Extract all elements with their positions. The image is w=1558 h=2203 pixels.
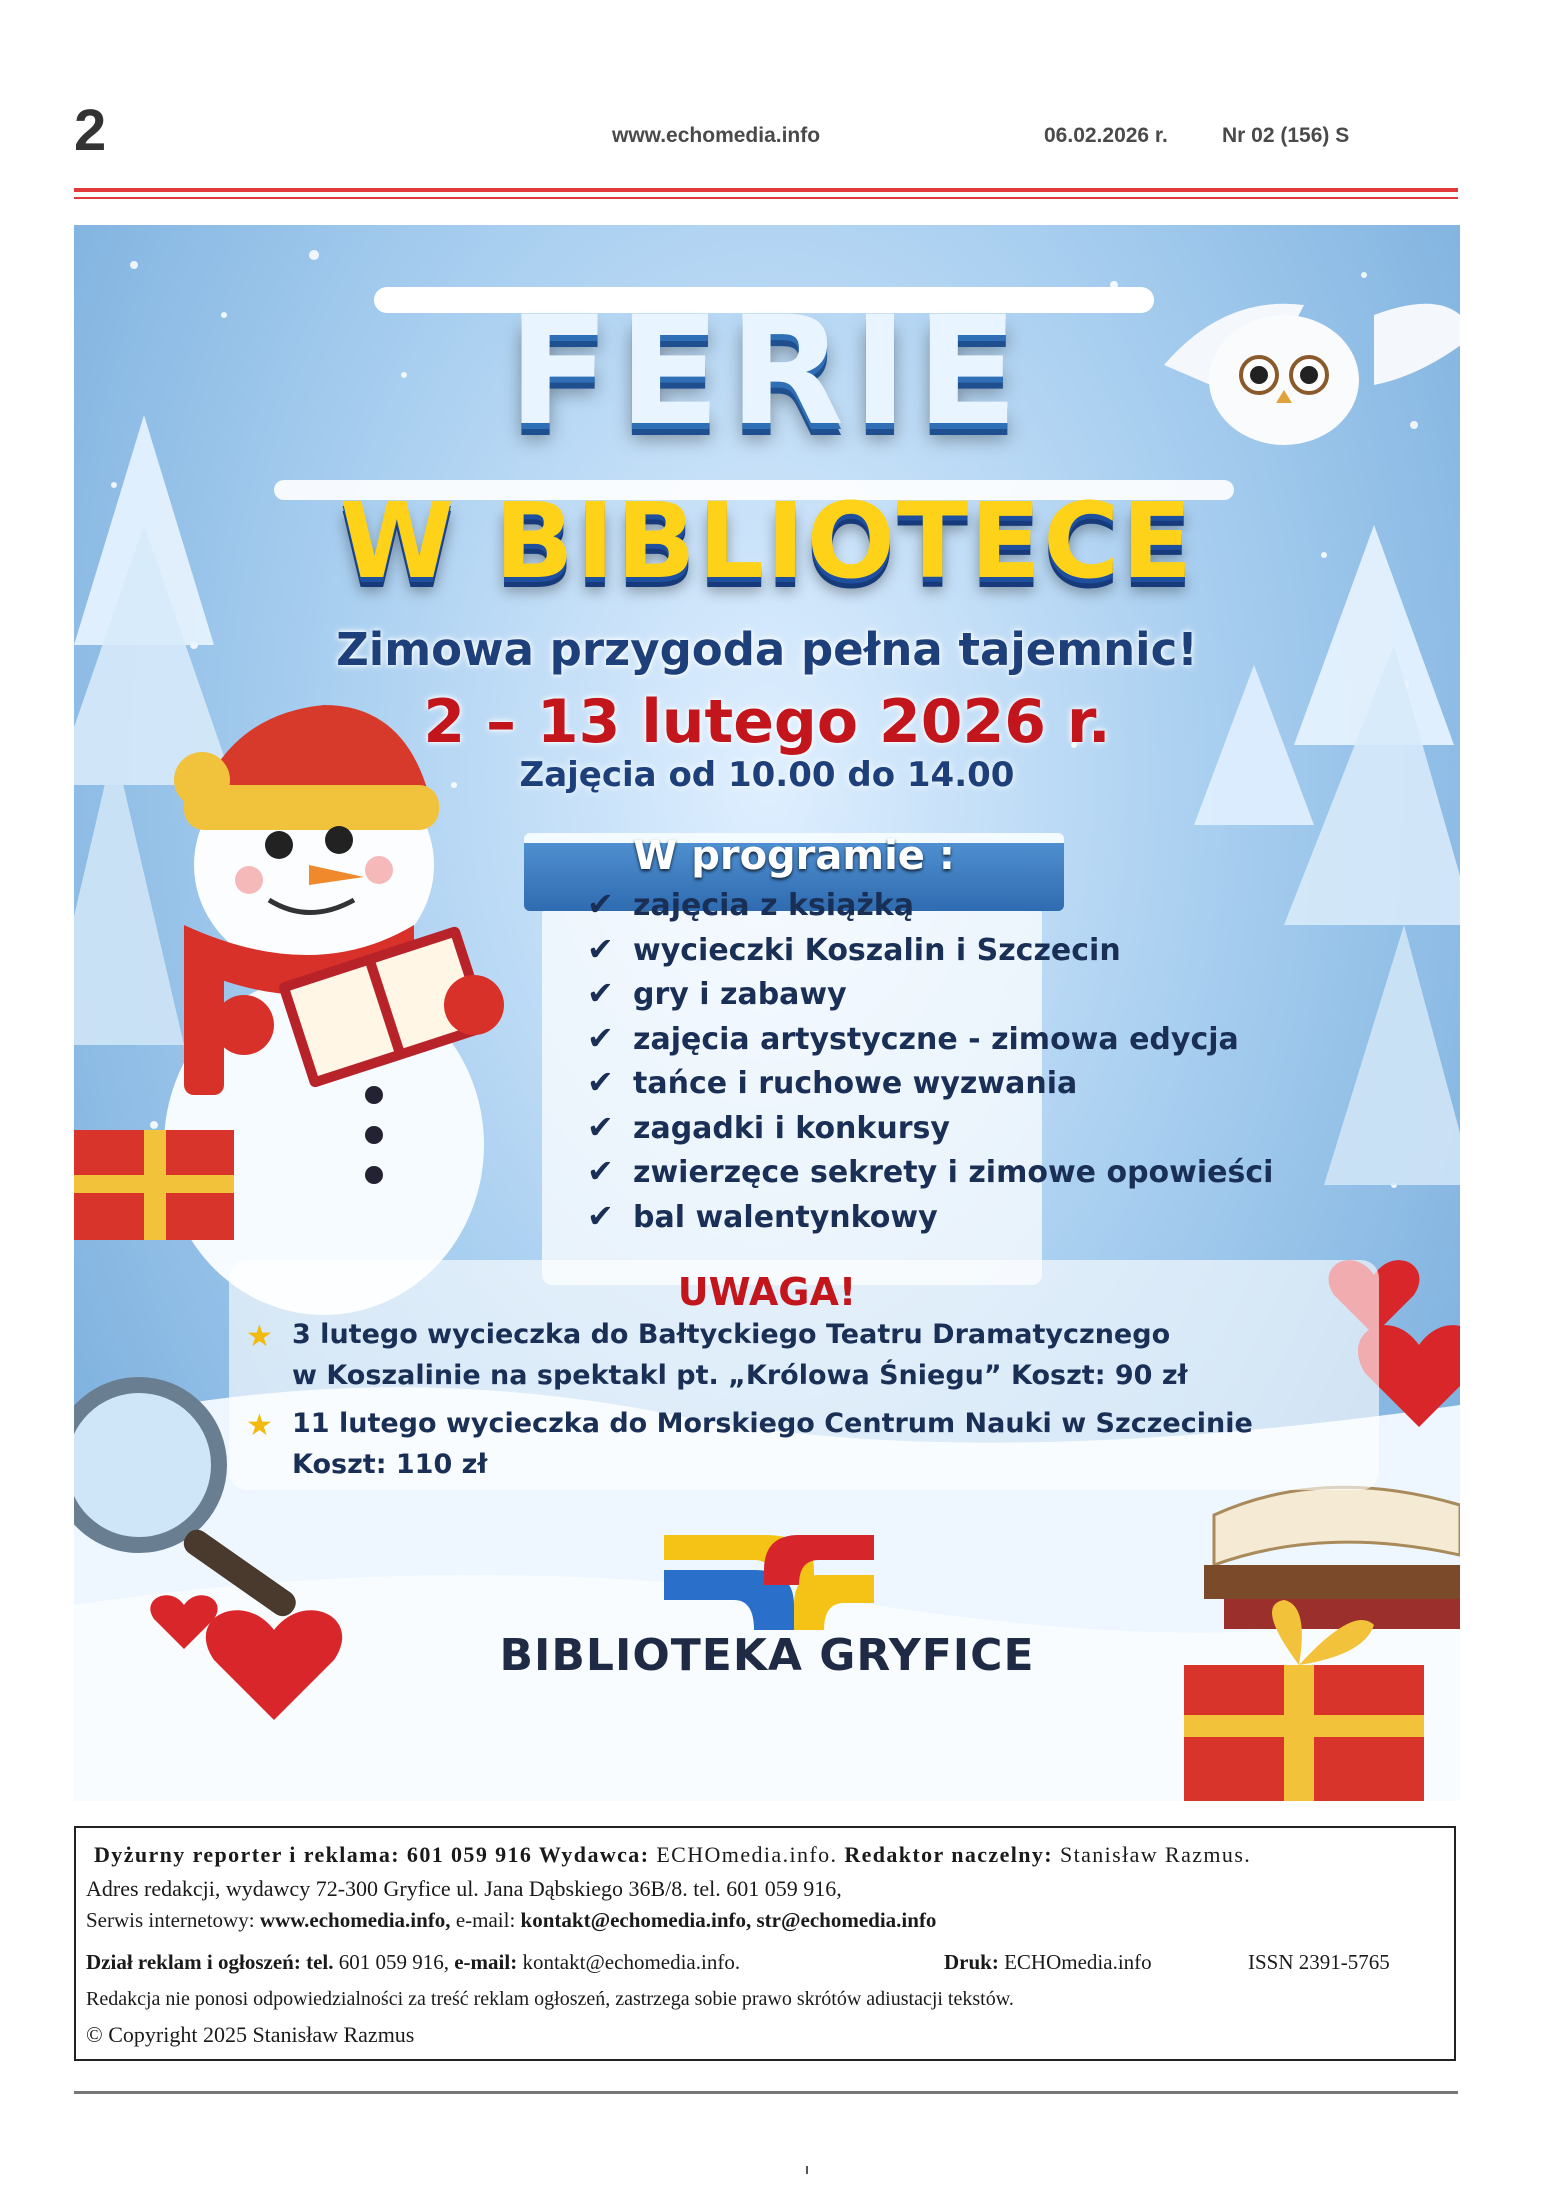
program-item-label: zajęcia artystyczne - zimowa edycja xyxy=(633,1021,1239,1057)
imprint-email-label: e-mail: xyxy=(450,1908,521,1932)
imprint-editor-label: Redaktor naczelny: xyxy=(844,1842,1054,1867)
imprint-line-1 xyxy=(94,1842,1251,1868)
imprint-copyright: © Copyright 2025 Stanisław Razmus xyxy=(86,2022,415,2047)
program-title: W programie : xyxy=(633,833,955,879)
program-item-label: bal walentynkowy xyxy=(633,1199,938,1235)
program-item-label: tańce i ruchowe wyzwania xyxy=(633,1066,1078,1101)
poster-subtitle: Zimowa przygoda pełna tajemnic! xyxy=(336,623,1198,676)
library-name: BIBLIOTEKA GRYFICE xyxy=(499,1630,1035,1681)
imprint-site-link[interactable]: www.echomedia.info, xyxy=(259,1908,451,1932)
poster-title-ferie: FERIE xyxy=(507,285,1027,459)
imprint-box xyxy=(74,1826,1456,2061)
imprint-reporter-label: Dyżurny reporter i reklama: 601 059 916 Wydawca: xyxy=(94,1842,650,1867)
check-icon: ✔ xyxy=(587,1063,614,1101)
imprint-disclaimer: Redakcja nie ponosi odpowiedzialności za treść reklam ogłoszeń, zastrzega sobie prawo skrótów adiustacji tekstów. xyxy=(86,1988,1014,2010)
imprint-issn: ISSN 2391-5765 xyxy=(1248,1950,1390,1974)
program-item xyxy=(587,885,1273,930)
poster-dates: 2 – 13 lutego 2026 r. xyxy=(423,687,1111,757)
imprint-print-value: ECHOmedia.info xyxy=(998,1950,1152,1974)
page-mark xyxy=(806,2166,808,2174)
poster-hours: Zajęcia od 10.00 do 14.00 xyxy=(519,755,1015,795)
program-list xyxy=(587,885,1273,1241)
imprint-editor-name: Stanisław Razmus. xyxy=(1053,1842,1252,1867)
program-item xyxy=(587,1108,1273,1153)
check-icon: ✔ xyxy=(587,885,614,923)
header-rule-thick xyxy=(74,188,1458,192)
imprint-ads-email[interactable]: kontakt@echomedia.info. xyxy=(517,1950,741,1974)
program-item-label: zwierzęce sekrety i zimowe opowieści xyxy=(633,1155,1274,1190)
check-icon: ✔ xyxy=(587,974,614,1012)
imprint-print xyxy=(944,1950,1152,1975)
imprint-ads-phone: 601 059 916, xyxy=(333,1950,455,1974)
imprint-publisher: ECHOmedia.info. xyxy=(649,1842,845,1867)
program-item-label: gry i zabawy xyxy=(633,977,847,1012)
notice-1-line-2: w Koszalinie na spektakl pt. „Królowa Śniegu” Koszt: 90 zł xyxy=(292,1360,1188,1391)
program-item xyxy=(587,1063,1273,1108)
imprint-ads-email-label: e-mail: xyxy=(454,1950,518,1974)
header-rule-thin xyxy=(74,197,1458,199)
poster-title-w-bibliotece: W BIBLIOTECE xyxy=(339,480,1195,602)
imprint-print-label: Druk: xyxy=(944,1950,999,1974)
check-icon: ✔ xyxy=(587,1018,614,1057)
star-icon: ★ xyxy=(246,1409,273,1442)
imprint-address: Adres redakcji, wydawcy 72-300 Gryfice ul. Jana Dąbskiego 36B/8. tel. 601 059 916, xyxy=(86,1876,842,1901)
check-icon: ✔ xyxy=(587,929,614,968)
check-icon: ✔ xyxy=(587,1107,614,1146)
check-icon: ✔ xyxy=(587,1196,614,1235)
program-item-label: wycieczki Koszalin i Szczecin xyxy=(633,932,1121,968)
program-item xyxy=(587,1019,1273,1064)
program-item xyxy=(587,1152,1273,1197)
gift-box-icon xyxy=(74,1130,234,1240)
imprint-email-links[interactable]: kontakt@echomedia.info, str@echomedia.info xyxy=(520,1908,937,1932)
imprint-ads-label: Dział reklam i ogłoszeń: tel. xyxy=(86,1950,334,1974)
page-number: 2 xyxy=(74,98,107,163)
imprint-site-label: Serwis internetowy: xyxy=(86,1908,260,1932)
notice-title: UWAGA! xyxy=(677,1270,857,1314)
check-icon: ✔ xyxy=(587,1152,614,1190)
poster-ferie-w-bibliotece xyxy=(74,225,1460,1801)
notice-2-line-1: 11 lutego wycieczka do Morskiego Centrum Nauki w Szczecinie xyxy=(292,1408,1253,1439)
program-item-label: zajęcia z książką xyxy=(633,888,914,923)
notice-1-line-1: 3 lutego wycieczka do Bałtyckiego Teatru Dramatycznego xyxy=(292,1319,1171,1350)
program-item xyxy=(587,974,1273,1019)
imprint-line-4 xyxy=(86,1950,1446,1975)
imprint-line-3 xyxy=(86,1908,936,1933)
notice-2-line-2: Koszt: 110 zł xyxy=(292,1449,488,1480)
header-issue: Nr 02 (156) S xyxy=(1222,124,1350,147)
footer-rule xyxy=(74,2091,1458,2094)
star-icon: ★ xyxy=(246,1320,273,1353)
program-item xyxy=(587,930,1273,975)
header-date: 06.02.2026 r. xyxy=(1044,124,1168,147)
header-website[interactable]: www.echomedia.info xyxy=(612,124,821,147)
program-item xyxy=(587,1197,1273,1242)
program-item-label: zagadki i konkursy xyxy=(633,1110,950,1146)
